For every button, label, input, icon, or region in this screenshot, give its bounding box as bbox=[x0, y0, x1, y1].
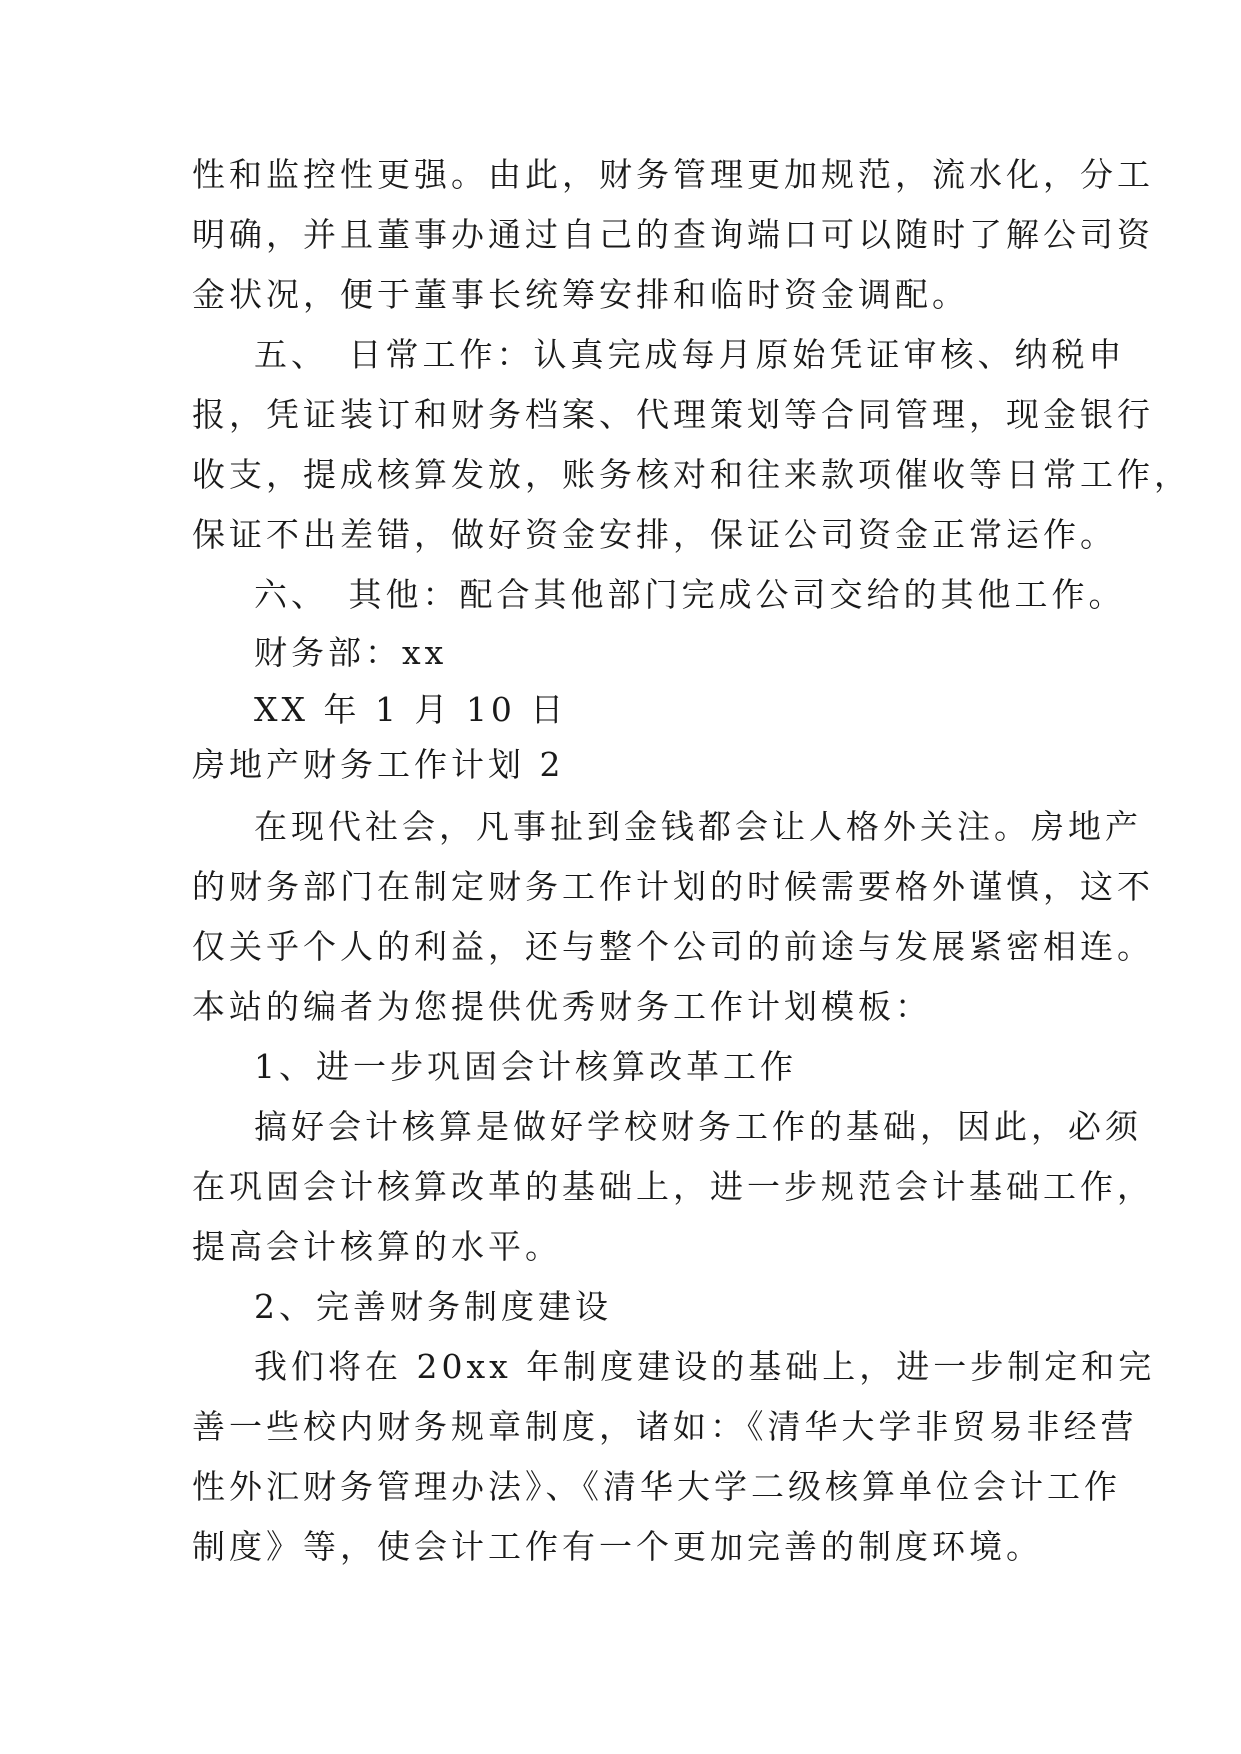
paragraph-line: 报，凭证装订和财务档案、代理策划等合同管理，现金银行 bbox=[192, 395, 1154, 434]
paragraph-line: 在巩固会计核算改革的基础上，进一步规范会计基础工作， bbox=[192, 1167, 1154, 1206]
paragraph-line: 制度》等，使会计工作有一个更加完善的制度环境。 bbox=[192, 1527, 1043, 1566]
paragraph-line: 提高会计核算的水平。 bbox=[192, 1227, 562, 1266]
item-heading: 1、进一步巩固会计核算改革工作 bbox=[254, 1047, 797, 1086]
paragraph-line: 金状况，便于董事长统筹安排和临时资金调配。 bbox=[192, 275, 969, 314]
signature-date: XX 年 1 月 10 日 bbox=[254, 690, 568, 729]
paragraph-line: 收支，提成核算发放，账务核对和往来款项催收等日常工作， bbox=[192, 455, 1191, 494]
section-title: 房地产财务工作计划 2 bbox=[192, 745, 565, 784]
paragraph-line: 善一些校内财务规章制度，诸如：《清华大学非贸易非经营 bbox=[192, 1407, 1138, 1446]
item-heading: 2、完善财务制度建设 bbox=[254, 1287, 612, 1326]
paragraph-line: 的财务部门在制定财务工作计划的时候需要格外谨慎，这不 bbox=[192, 867, 1154, 906]
section-five-line: 五、 日常工作：认真完成每月原始凭证审核、纳税申 bbox=[254, 335, 1126, 374]
paragraph-line: 搞好会计核算是做好学校财务工作的基础，因此，必须 bbox=[254, 1107, 1142, 1146]
paragraph-line: 性和监控性更强。由此，财务管理更加规范，流水化，分工 bbox=[192, 155, 1154, 194]
paragraph-line: 本站的编者为您提供优秀财务工作计划模板： bbox=[192, 987, 932, 1026]
section-six-line: 六、 其他：配合其他部门完成公司交给的其他工作。 bbox=[254, 575, 1126, 614]
paragraph-line: 我们将在 20xx 年制度建设的基础上，进一步制定和完 bbox=[254, 1347, 1156, 1386]
paragraph-line: 明确，并且董事办通过自己的查询端口可以随时了解公司资 bbox=[192, 215, 1154, 254]
paragraph-line: 保证不出差错，做好资金安排，保证公司资金正常运作。 bbox=[192, 515, 1117, 554]
paragraph-line: 仅关乎个人的利益，还与整个公司的前途与发展紧密相连。 bbox=[192, 927, 1154, 966]
signature-department: 财务部：xx bbox=[254, 633, 448, 672]
paragraph-line: 在现代社会，凡事扯到金钱都会让人格外关注。房地产 bbox=[254, 807, 1142, 846]
paragraph-line: 性外汇财务管理办法》、《清华大学二级核算单位会计工作 bbox=[192, 1467, 1121, 1506]
